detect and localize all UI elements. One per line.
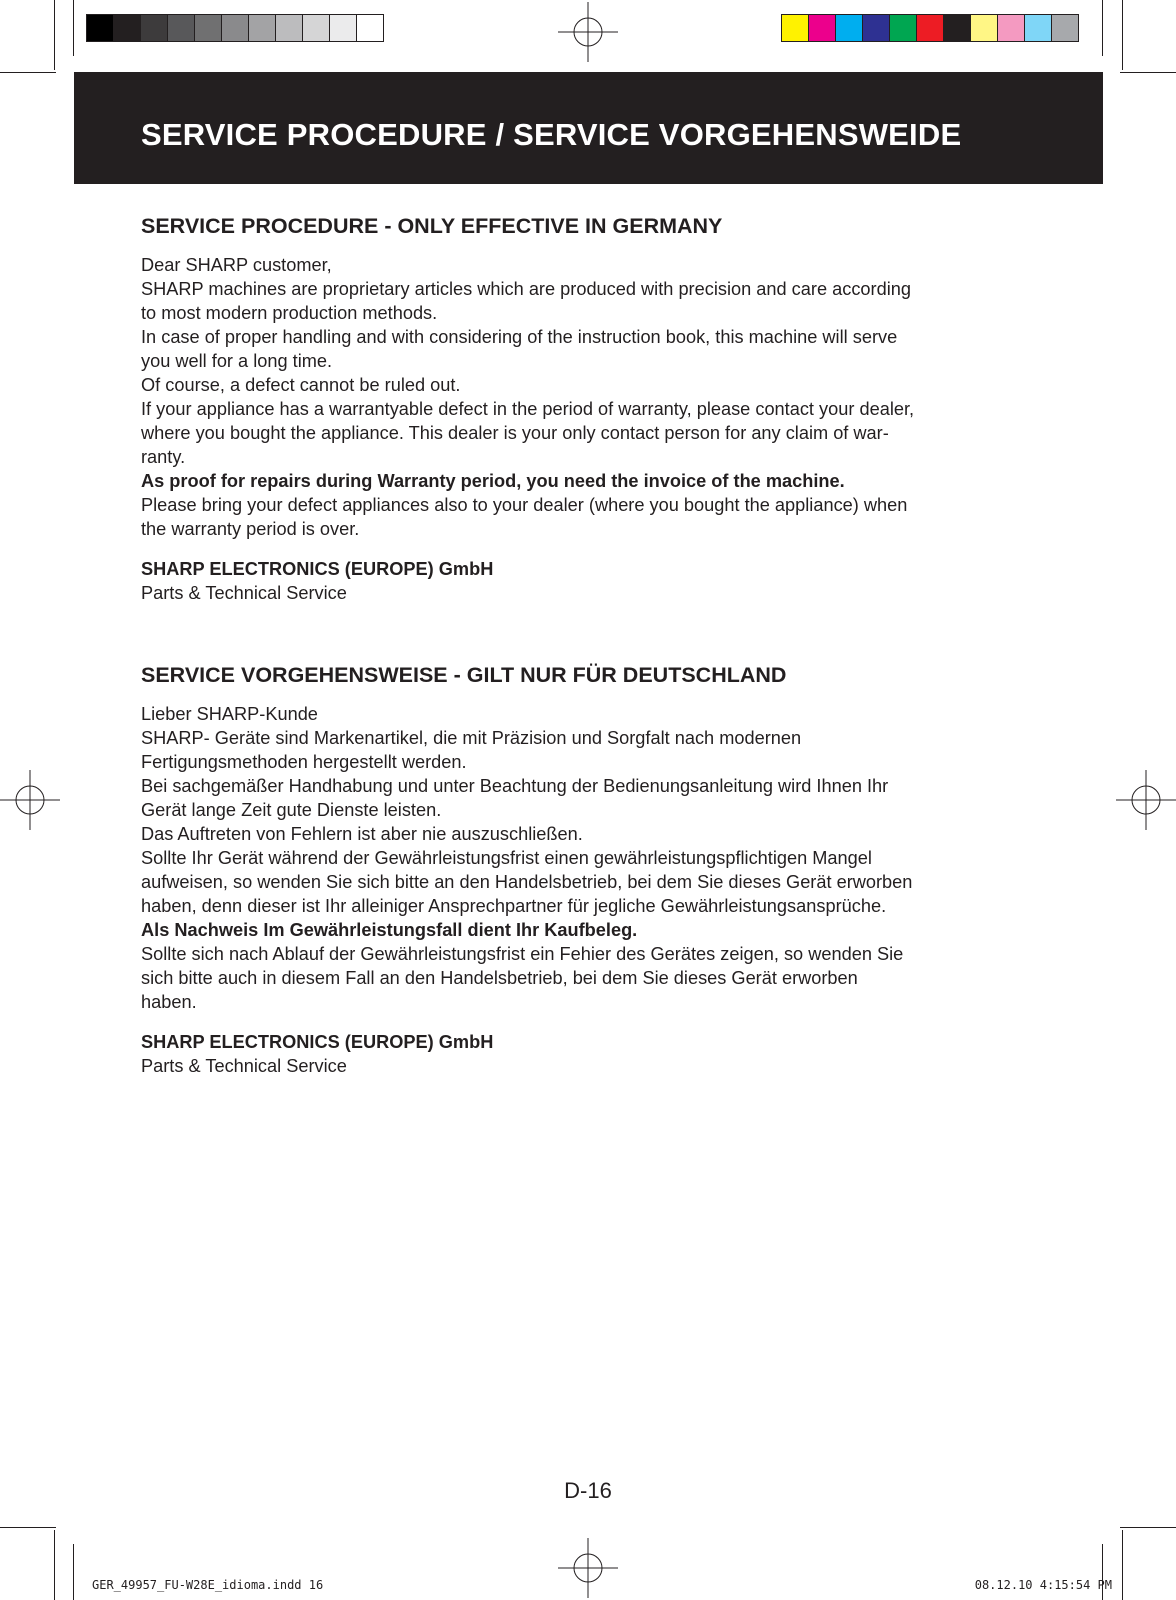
process-color-bar [781, 14, 1079, 42]
body-line: to most modern production methods. [141, 303, 438, 323]
body-line: Please bring your defect appliances also to your dealer (where you bought the appliance) when [141, 495, 908, 515]
crop-mark [1102, 0, 1103, 56]
color-swatch [357, 15, 383, 41]
company-name: SHARP ELECTRONICS (EUROPE) GmbH [141, 559, 494, 579]
registration-mark-icon [1116, 770, 1176, 830]
color-swatch [87, 15, 114, 41]
body-line: Sollte sich nach Ablauf der Gewährleistungsfrist ein Fehier des Gerätes zeigen, so wenden Sie [141, 944, 904, 964]
body-line: In case of proper handling and with considering of the instruction book, this machine will serve [141, 327, 898, 347]
body-line: haben. [141, 992, 197, 1012]
section-body [141, 702, 1011, 1014]
body-line: Fertigungsmethoden hergestellt werden. [141, 752, 467, 772]
color-swatch [1025, 15, 1052, 41]
color-swatch [222, 15, 249, 41]
color-swatch [944, 15, 971, 41]
body-line: Sollte Ihr Gerät während der Gewährleistungsfrist einen gewährleistungspflichtigen Mangel [141, 848, 872, 868]
color-swatch [863, 15, 890, 41]
registration-mark-icon [558, 2, 618, 62]
body-line: the warranty period is over. [141, 519, 360, 539]
body-line: ranty. [141, 447, 186, 467]
crop-mark [1122, 0, 1123, 70]
crop-mark [54, 1530, 55, 1600]
header-banner [74, 72, 1103, 184]
body-line: aufweisen, so wenden Sie sich bitte an den Handelsbetrieb, bei dem Sie dieses Gerät erworben [141, 872, 913, 892]
body-line: Das Auftreten von Fehlern ist aber nie auszuschließen. [141, 824, 583, 844]
body-line: SHARP- Geräte sind Markenartikel, die mit Präzision und Sorgfalt nach modernen [141, 728, 802, 748]
body-line: Dear SHARP customer, [141, 255, 332, 275]
body-line: Bei sachgemäßer Handhabung und unter Beachtung der Bedienungsanleitung wird Ihnen Ihr [141, 776, 889, 796]
body-line: SHARP machines are proprietary articles which are produced with precision and care according [141, 279, 911, 299]
color-swatch [276, 15, 303, 41]
crop-mark [0, 1527, 56, 1528]
color-swatch [249, 15, 276, 41]
color-swatch [782, 15, 809, 41]
color-swatch [195, 15, 222, 41]
signature-block [141, 1030, 1011, 1078]
color-swatch [114, 15, 141, 41]
color-swatch [998, 15, 1025, 41]
body-line: Lieber SHARP-Kunde [141, 704, 318, 724]
body-line: where you bought the appliance. This dealer is your only contact person for any claim of war- [141, 423, 889, 443]
color-swatch [141, 15, 168, 41]
section-english [141, 213, 1011, 605]
section-heading: SERVICE PROCEDURE - ONLY EFFECTIVE IN GERMANY [141, 214, 723, 238]
file-slug: GER_49957_FU-W28E_idioma.indd 16 [92, 1578, 324, 1592]
section-german [141, 662, 1011, 1078]
department-name: Parts & Technical Service [141, 1056, 347, 1076]
body-line-emphasis: As proof for repairs during Warranty period, you need the invoice of the machine. [141, 471, 845, 491]
signature-block [141, 557, 1011, 605]
color-swatch [168, 15, 195, 41]
registration-mark-icon [0, 770, 60, 830]
crop-mark [54, 0, 55, 70]
department-name: Parts & Technical Service [141, 583, 347, 603]
timestamp-slug: 08.12.10 4:15:54 PM [974, 1578, 1112, 1592]
body-line-emphasis: Als Nachweis Im Gewährleistungsfall dient Ihr Kaufbeleg. [141, 920, 638, 940]
body-line: you well for a long time. [141, 351, 333, 371]
color-swatch [809, 15, 836, 41]
crop-mark [0, 72, 56, 73]
grayscale-color-bar [86, 14, 384, 42]
crop-mark [73, 0, 74, 56]
company-name: SHARP ELECTRONICS (EUROPE) GmbH [141, 1032, 494, 1052]
page-title: SERVICE PROCEDURE / SERVICE VORGEHENSWEIDE [141, 117, 962, 152]
color-swatch [917, 15, 944, 41]
section-heading: SERVICE VORGEHENSWEISE - GILT NUR FÜR DEUTSCHLAND [141, 663, 787, 687]
crop-mark [1122, 1530, 1123, 1600]
body-line: If your appliance has a warrantyable defect in the period of warranty, please contact your dealer, [141, 399, 915, 419]
crop-mark [73, 1544, 74, 1600]
color-swatch [303, 15, 330, 41]
body-line: sich bitte auch in diesem Fall an den Handelsbetrieb, bei dem Sie dieses Gerät erworben [141, 968, 858, 988]
section-body [141, 253, 1011, 541]
body-line: Of course, a defect cannot be ruled out. [141, 375, 461, 395]
color-swatch [836, 15, 863, 41]
color-swatch [890, 15, 917, 41]
crop-mark [1120, 1527, 1176, 1528]
color-swatch [1052, 15, 1078, 41]
body-line: Gerät lange Zeit gute Dienste leisten. [141, 800, 442, 820]
page-number: D-16 [564, 1478, 612, 1503]
color-swatch [330, 15, 357, 41]
crop-mark [1120, 72, 1176, 73]
body-line: haben, denn dieser ist Ihr alleiniger Ansprechpartner für jegliche Gewährleistungsansprüche. [141, 896, 887, 916]
registration-mark-icon [558, 1538, 618, 1598]
color-swatch [971, 15, 998, 41]
